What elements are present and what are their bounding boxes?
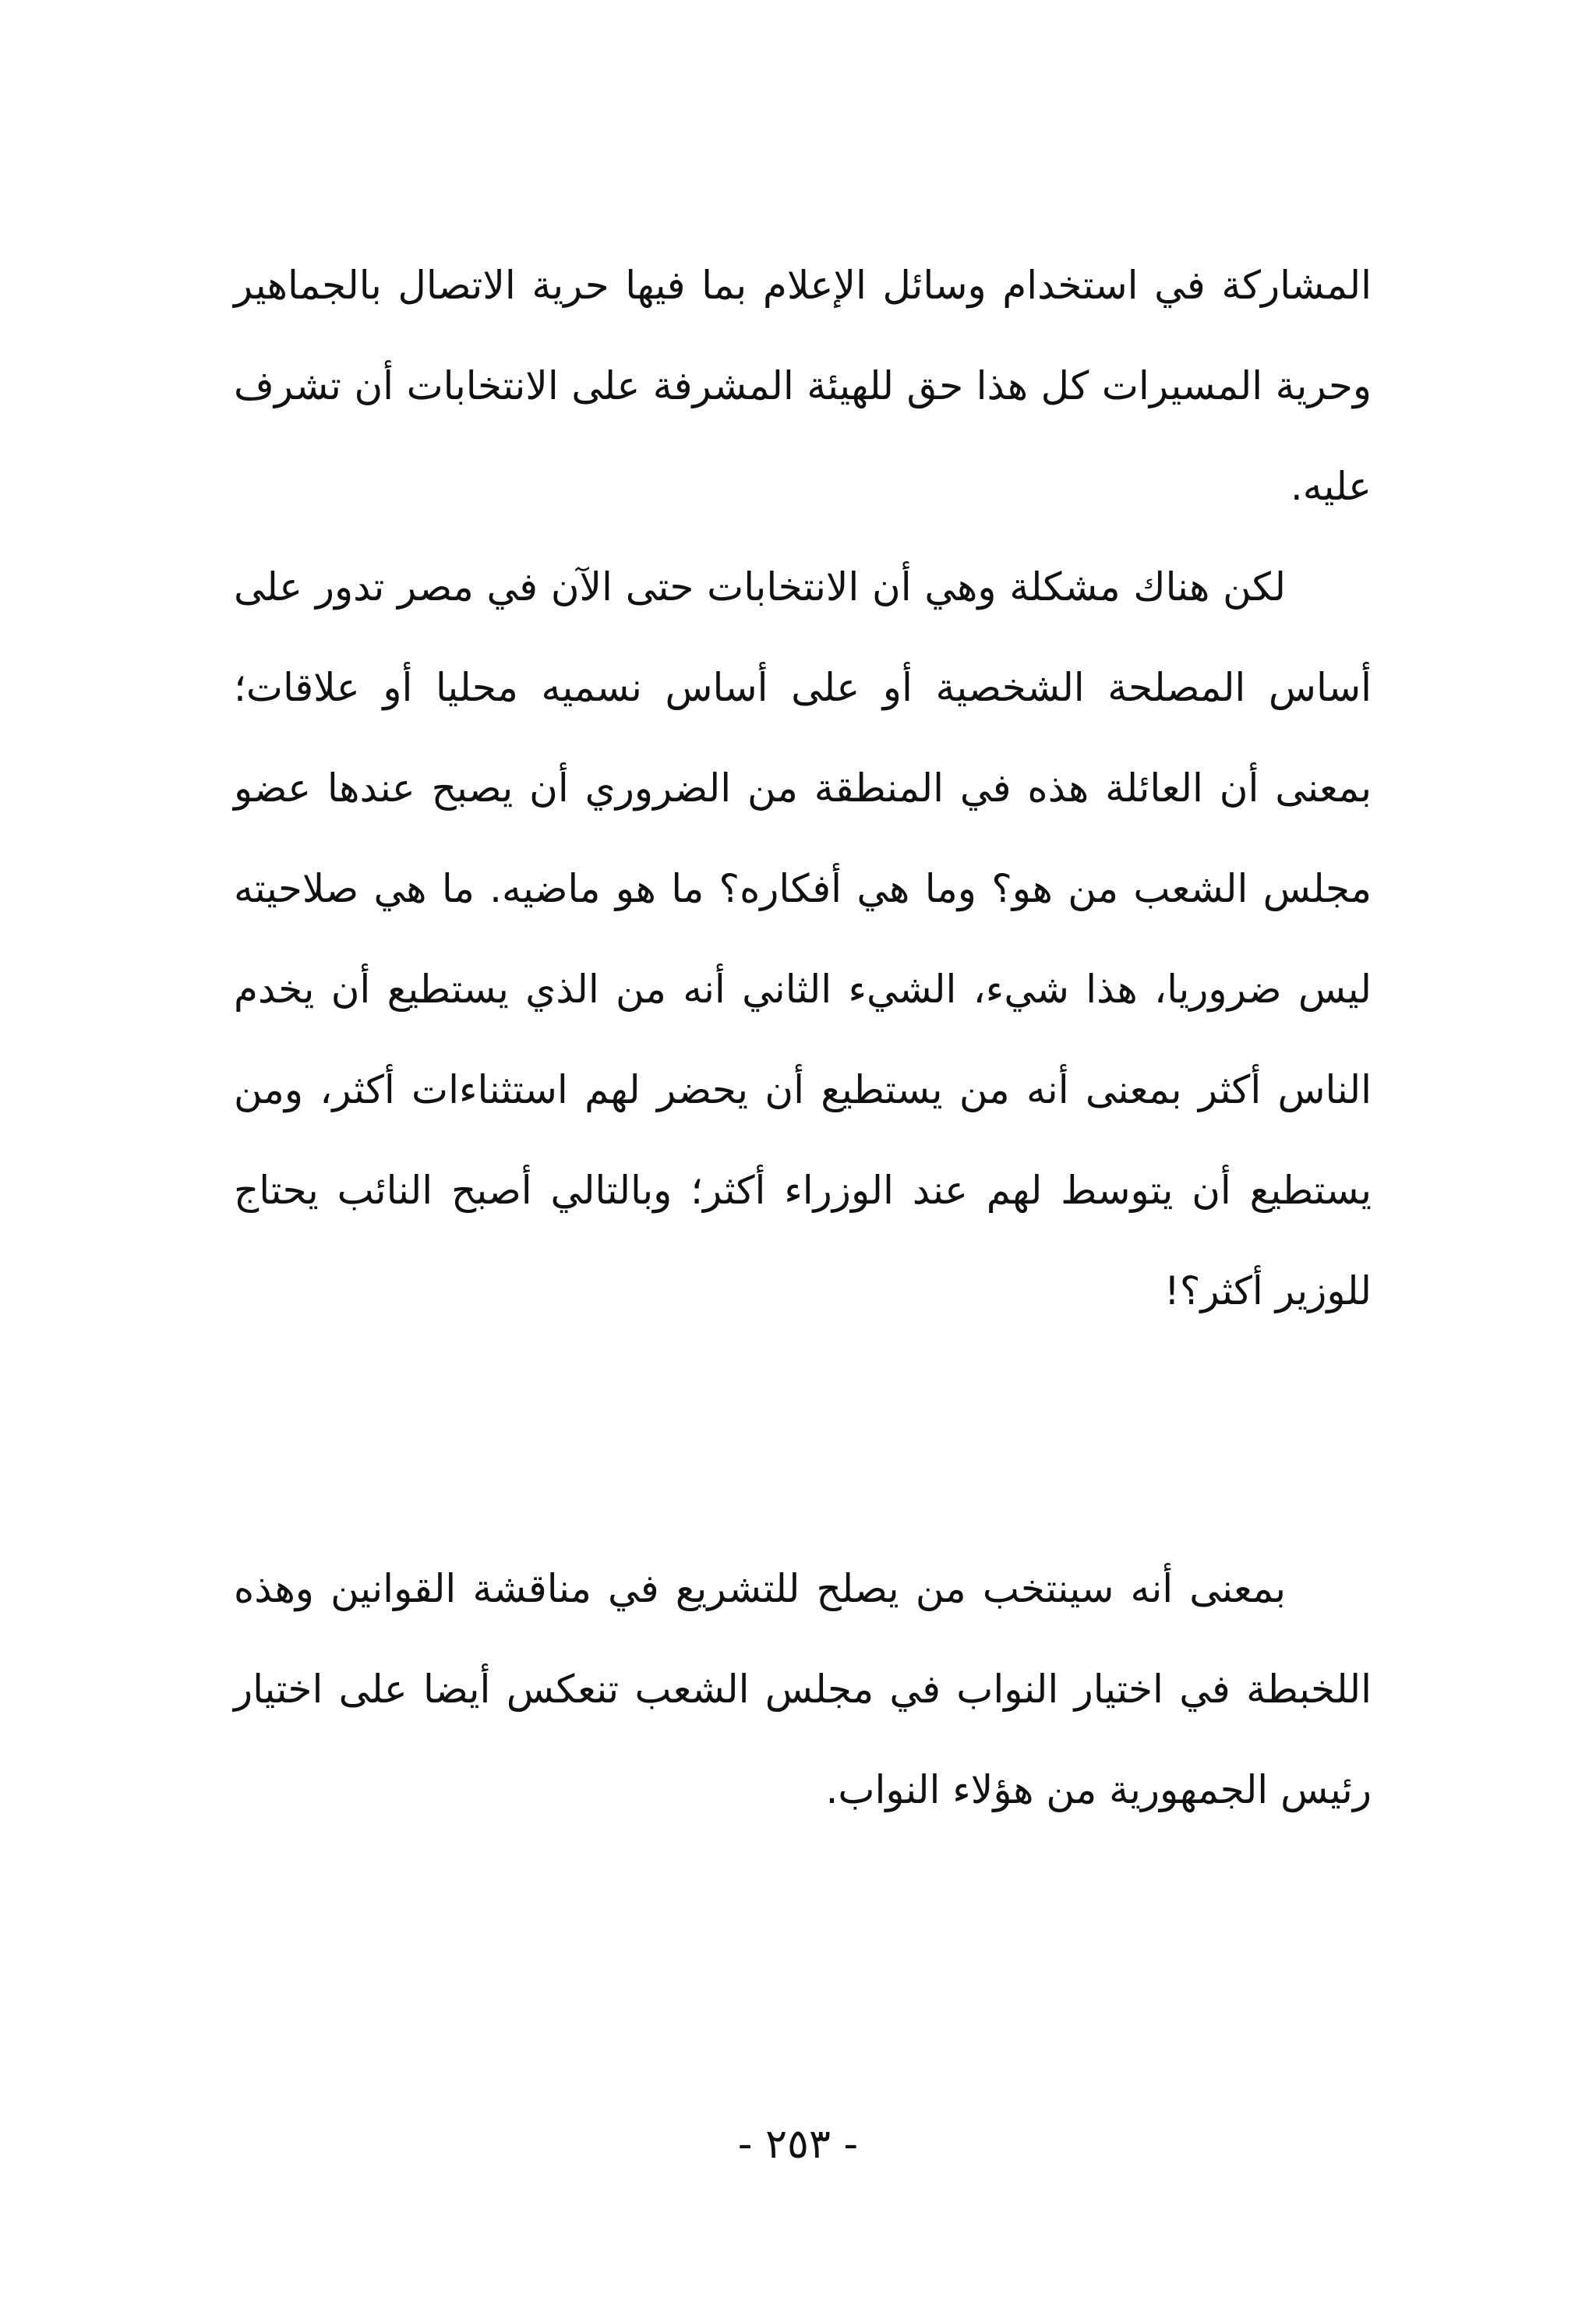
paragraph-3-block xyxy=(234,1539,1372,1840)
paragraph-1: المشاركة في استخدام وسائل الإعلام بما فيها حرية الاتصال بالجماهير وحرية المسيرات كل هذا حق للهيئة المشرفة على الانتخابات أن تشرف عليه. xyxy=(234,263,1372,509)
paragraph-2-block xyxy=(234,537,1372,1342)
paragraph-2: لكن هناك مشكلة وهي أن الانتخابات حتى الآن في مصر تدور على أساس المصلحة الشخصية أو على أساس نسميه محليا أو علاقات؛ بمعنى أن العائلة هذه في المنطقة من الضروري أن يصبح عندها عضو مجلس الشعب من هو؟ وما هي أفكاره؟ ما هو ماضيه. ما هي صلاحيته ليس ضروريا، هذا شيء، الشيء الثاني أنه من الذي يستطيع أن يخدم الناس أكثر بمعنى أنه من يستطيع أن يحضر لهم استثناءات أكثر، ومن يستطيع أن يتوسط لهم عند الوزراء أكثر؛ وبالتالي أصبح النائب يحتاج للوزير أكثر؟! xyxy=(234,564,1372,1313)
paragraph-1-block xyxy=(234,235,1372,537)
page-number: - ٢٥٣ - xyxy=(737,2121,859,2168)
paragraph-3: بمعنى أنه سينتخب من يصلح للتشريع في مناقشة القوانين وهذه اللخبطة في اختيار النواب في مجلس الشعب تنعكس أيضا على اختيار رئيس الجمهورية من هؤلاء النواب. xyxy=(234,1566,1372,1812)
